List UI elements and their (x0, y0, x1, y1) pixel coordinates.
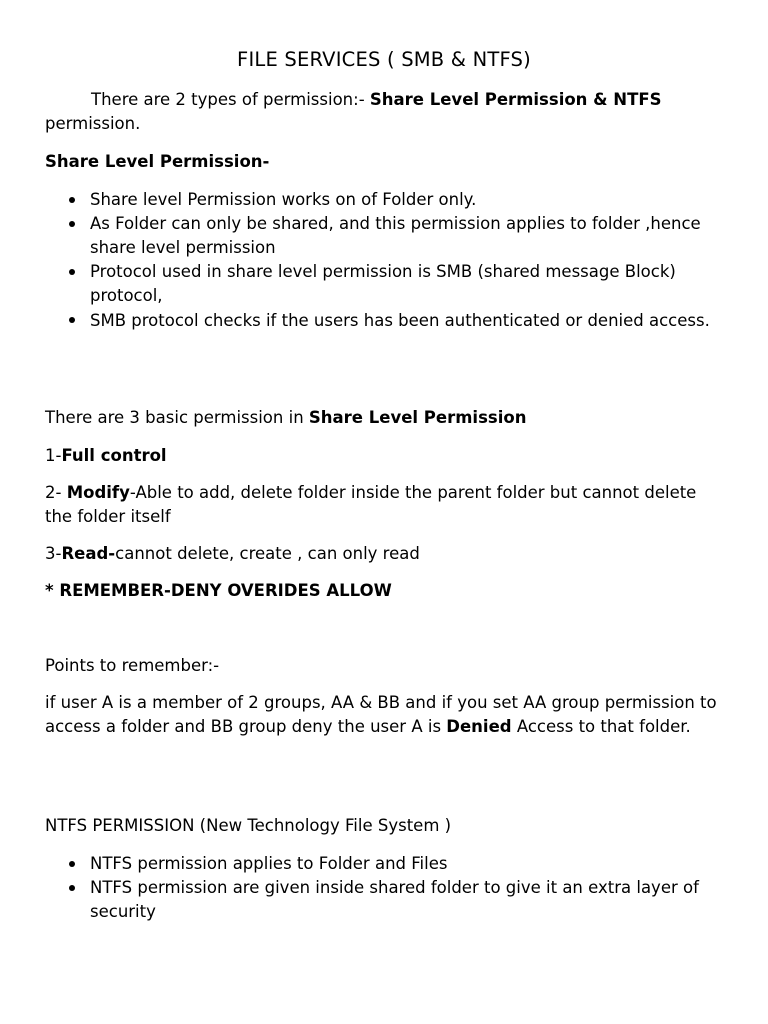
permission-read (45, 542, 725, 566)
bullet-item: As Folder can only be shared, and this permission applies to folder ,hence share level permission (45, 212, 725, 260)
share-level-bullet-list (45, 188, 725, 333)
permission-name: Full control (61, 446, 167, 465)
basic-permission-paragraph (45, 406, 725, 430)
points-paragraph (45, 691, 725, 739)
permission-modify (45, 481, 725, 529)
permission-name: Modify (66, 483, 130, 502)
points-bold-text: Denied (446, 717, 512, 736)
bullet-item: Protocol used in share level permission is SMB (shared message Block) protocol, (45, 260, 725, 308)
basic-bold-text: Share Level Permission (308, 408, 527, 427)
permission-number: 2- (45, 483, 67, 502)
permission-number: 1- (45, 446, 62, 465)
ntfs-bullet-list (45, 852, 725, 924)
permission-name: Read- (61, 544, 116, 563)
bullet-item: SMB protocol checks if the users has been authenticated or denied access. (45, 308, 725, 333)
intro-paragraph (45, 88, 725, 136)
permission-number: 3- (45, 544, 62, 563)
intro-lead-text: There are 2 types of permission:- (91, 90, 370, 109)
intro-tail-text: permission. (45, 114, 141, 133)
points-text: if user A is a member of 2 groups, AA & BB and if you set AA group permission to access a folder and BB group deny the user A is (45, 693, 717, 736)
points-heading: Points to remember:- (45, 656, 220, 675)
basic-lead-text: There are 3 basic permission in (45, 408, 309, 427)
share-level-heading: Share Level Permission- (45, 152, 270, 171)
document-title: FILE SERVICES ( SMB & NTFS) (237, 48, 531, 71)
bullet-item: NTFS permission applies to Folder and Files (45, 852, 725, 876)
points-text-end: Access to that folder. (511, 717, 691, 736)
bullet-item: NTFS permission are given inside shared folder to give it an extra layer of security (45, 876, 725, 924)
ntfs-heading: NTFS PERMISSION (New Technology File System ) (45, 816, 452, 835)
permission-description: -Able to add, delete folder inside the parent folder but cannot delete the folder itself (45, 483, 697, 526)
bullet-item: Share level Permission works on of Folder only. (45, 188, 725, 212)
permission-description: cannot delete, create , can only read (115, 544, 420, 563)
permission-full-control (45, 444, 725, 468)
remember-note: * REMEMBER-DENY OVERIDES ALLOW (45, 581, 392, 600)
intro-bold-text: Share Level Permission & NTFS (369, 90, 662, 109)
